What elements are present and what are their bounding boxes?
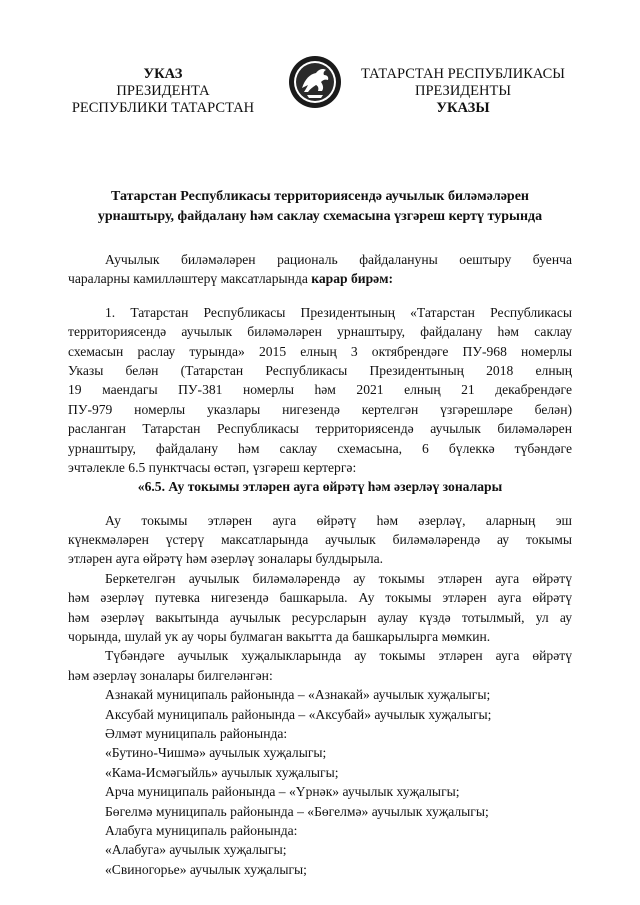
p3-line: һәм әзерләү путевка нигезендә башкарыла. Ау токымы этләрен ауга өйрәтү	[68, 590, 572, 606]
list-item: Әлмәт муниципаль районында:	[105, 725, 288, 741]
header-left-line-3: РЕСПУБЛИКИ ТАТАРСТАН	[71, 100, 255, 116]
title-line-1: Татарстан Республикасы территориясендә аучылык биләмәләрен	[110, 189, 529, 204]
header-right	[358, 66, 568, 117]
p1-line: 1. Татарстан Республикасы Президентының «Татарстан Республикасы	[105, 304, 572, 320]
p1-line: схемасын раслау турында» 2015 елның 3 октябрендәге ПУ-968 номерлы	[68, 343, 572, 359]
p2-line: күнекмәләрен үстерү максатларында аучылык биләмәләрендә ау токымы	[68, 532, 572, 548]
p1-line: урнаштыру, файдалану һәм саклау схемасына, 6 бүлеккә түбәндәге	[68, 440, 572, 456]
p4-line: Түбәндәге аучылык хуҗалыкларында ау токымы этләрен ауга өйрәтү	[105, 648, 572, 664]
header-right-line-1: ТАТАРСТАН РЕСПУБЛИКАСЫ	[361, 66, 565, 82]
paragraph-1	[68, 303, 572, 478]
preamble-text: чараларны камилләштерү максатларында	[68, 271, 312, 287]
list-item: Азнакай муниципаль районында – «Азнакай» аучылык хуҗалыгы;	[105, 687, 491, 703]
preamble-line-2	[68, 269, 572, 288]
paragraph-2	[68, 511, 572, 569]
p2-line: этләрен ауга өйрәтү һәм әзерләү зоналары булдырыла.	[68, 551, 384, 567]
header-right-line-2: ПРЕЗИДЕНТЫ	[414, 83, 512, 99]
p2-line: Ау токымы этләрен ауга өйрәтү һәм әзерләү, аларның эш	[105, 512, 572, 528]
p1-line: ПУ-979 номерлы указлары нигезендә кертелгән үзгәрешләре белән)	[68, 401, 572, 417]
header-left-line-2: ПРЕЗИДЕНТА	[116, 83, 210, 99]
list-item: «Свиногорье» аучылык хуҗалыгы;	[105, 861, 307, 877]
p1-line: территориясендә аучылык биләмәләрен урнаштыру, файдалану һәм саклау	[68, 324, 572, 340]
list-item: Арча муниципаль районында – «Үрнәк» аучылык хуҗалыгы;	[105, 784, 460, 800]
paragraph-4	[68, 646, 572, 685]
header-left	[58, 66, 268, 117]
p1-line: Указы белән (Татарстан Республикасы Президентының 2018 елның	[68, 362, 572, 378]
header-left-line-1: УКАЗ	[143, 66, 183, 82]
p1-line: эчтәлекле 6.5 пунктчасы өстәп, үзгәреш кертергә:	[68, 459, 357, 475]
preamble-line-1: Аучылык биләмәләрен рациональ файдалануны оештыру буенча	[105, 252, 572, 267]
p1-line: 19 маендагы ПУ-381 номерлы һәм 2021 елның 21 декабрендәге	[68, 382, 572, 398]
p3-line: Беркетелгән аучылык биләмәләрендә ау токымы этләрен ауга өйрәтү	[105, 570, 572, 586]
tatarstan-emblem-icon	[288, 55, 342, 109]
document-body	[68, 250, 572, 879]
section-heading: «6.5. Ау токымы этләрен ауга өйрәтү һәм әзерләү зоналары	[137, 479, 503, 495]
title-line-2: урнаштыру, файдалану һәм саклау схемасына үзгәреш кертү турында	[97, 209, 543, 224]
p4-line: һәм әзерләү зоналары билгеләнгән:	[68, 667, 273, 683]
p3-line: чорында, шулай ук ау чоры булмаган вакытта да башкарылырга мөмкин.	[68, 629, 491, 645]
list-item: Бөгелмә муниципаль районында – «Бөгелмә» аучылык хуҗалыгы;	[105, 803, 489, 819]
list-item: Алабуга муниципаль районында:	[105, 822, 298, 838]
list-item: «Алабуга» аучылык хуҗалыгы;	[105, 842, 287, 858]
p1-line: расланган Татарстан Республикасы территориясендә аучылык биләмәләрен	[68, 421, 572, 437]
header-right-line-3: УКАЗЫ	[436, 100, 490, 116]
document-title	[60, 187, 580, 227]
preamble-decision: карар бирәм:	[311, 271, 393, 287]
hunting-farms-list	[68, 685, 572, 879]
p3-line: һәм әзерләү вакытында аучылык ресурсларын аулау күздә тотылмый, ул ау	[68, 609, 572, 625]
list-item: «Кама-Исмәгыйль» аучылык хуҗалыгы;	[105, 764, 339, 780]
list-item: Аксубай муниципаль районында – «Аксубай» аучылык хуҗалыгы;	[105, 706, 492, 722]
paragraph-3	[68, 569, 572, 647]
list-item: «Бутино-Чишмә» аучылык хуҗалыгы;	[105, 745, 327, 761]
